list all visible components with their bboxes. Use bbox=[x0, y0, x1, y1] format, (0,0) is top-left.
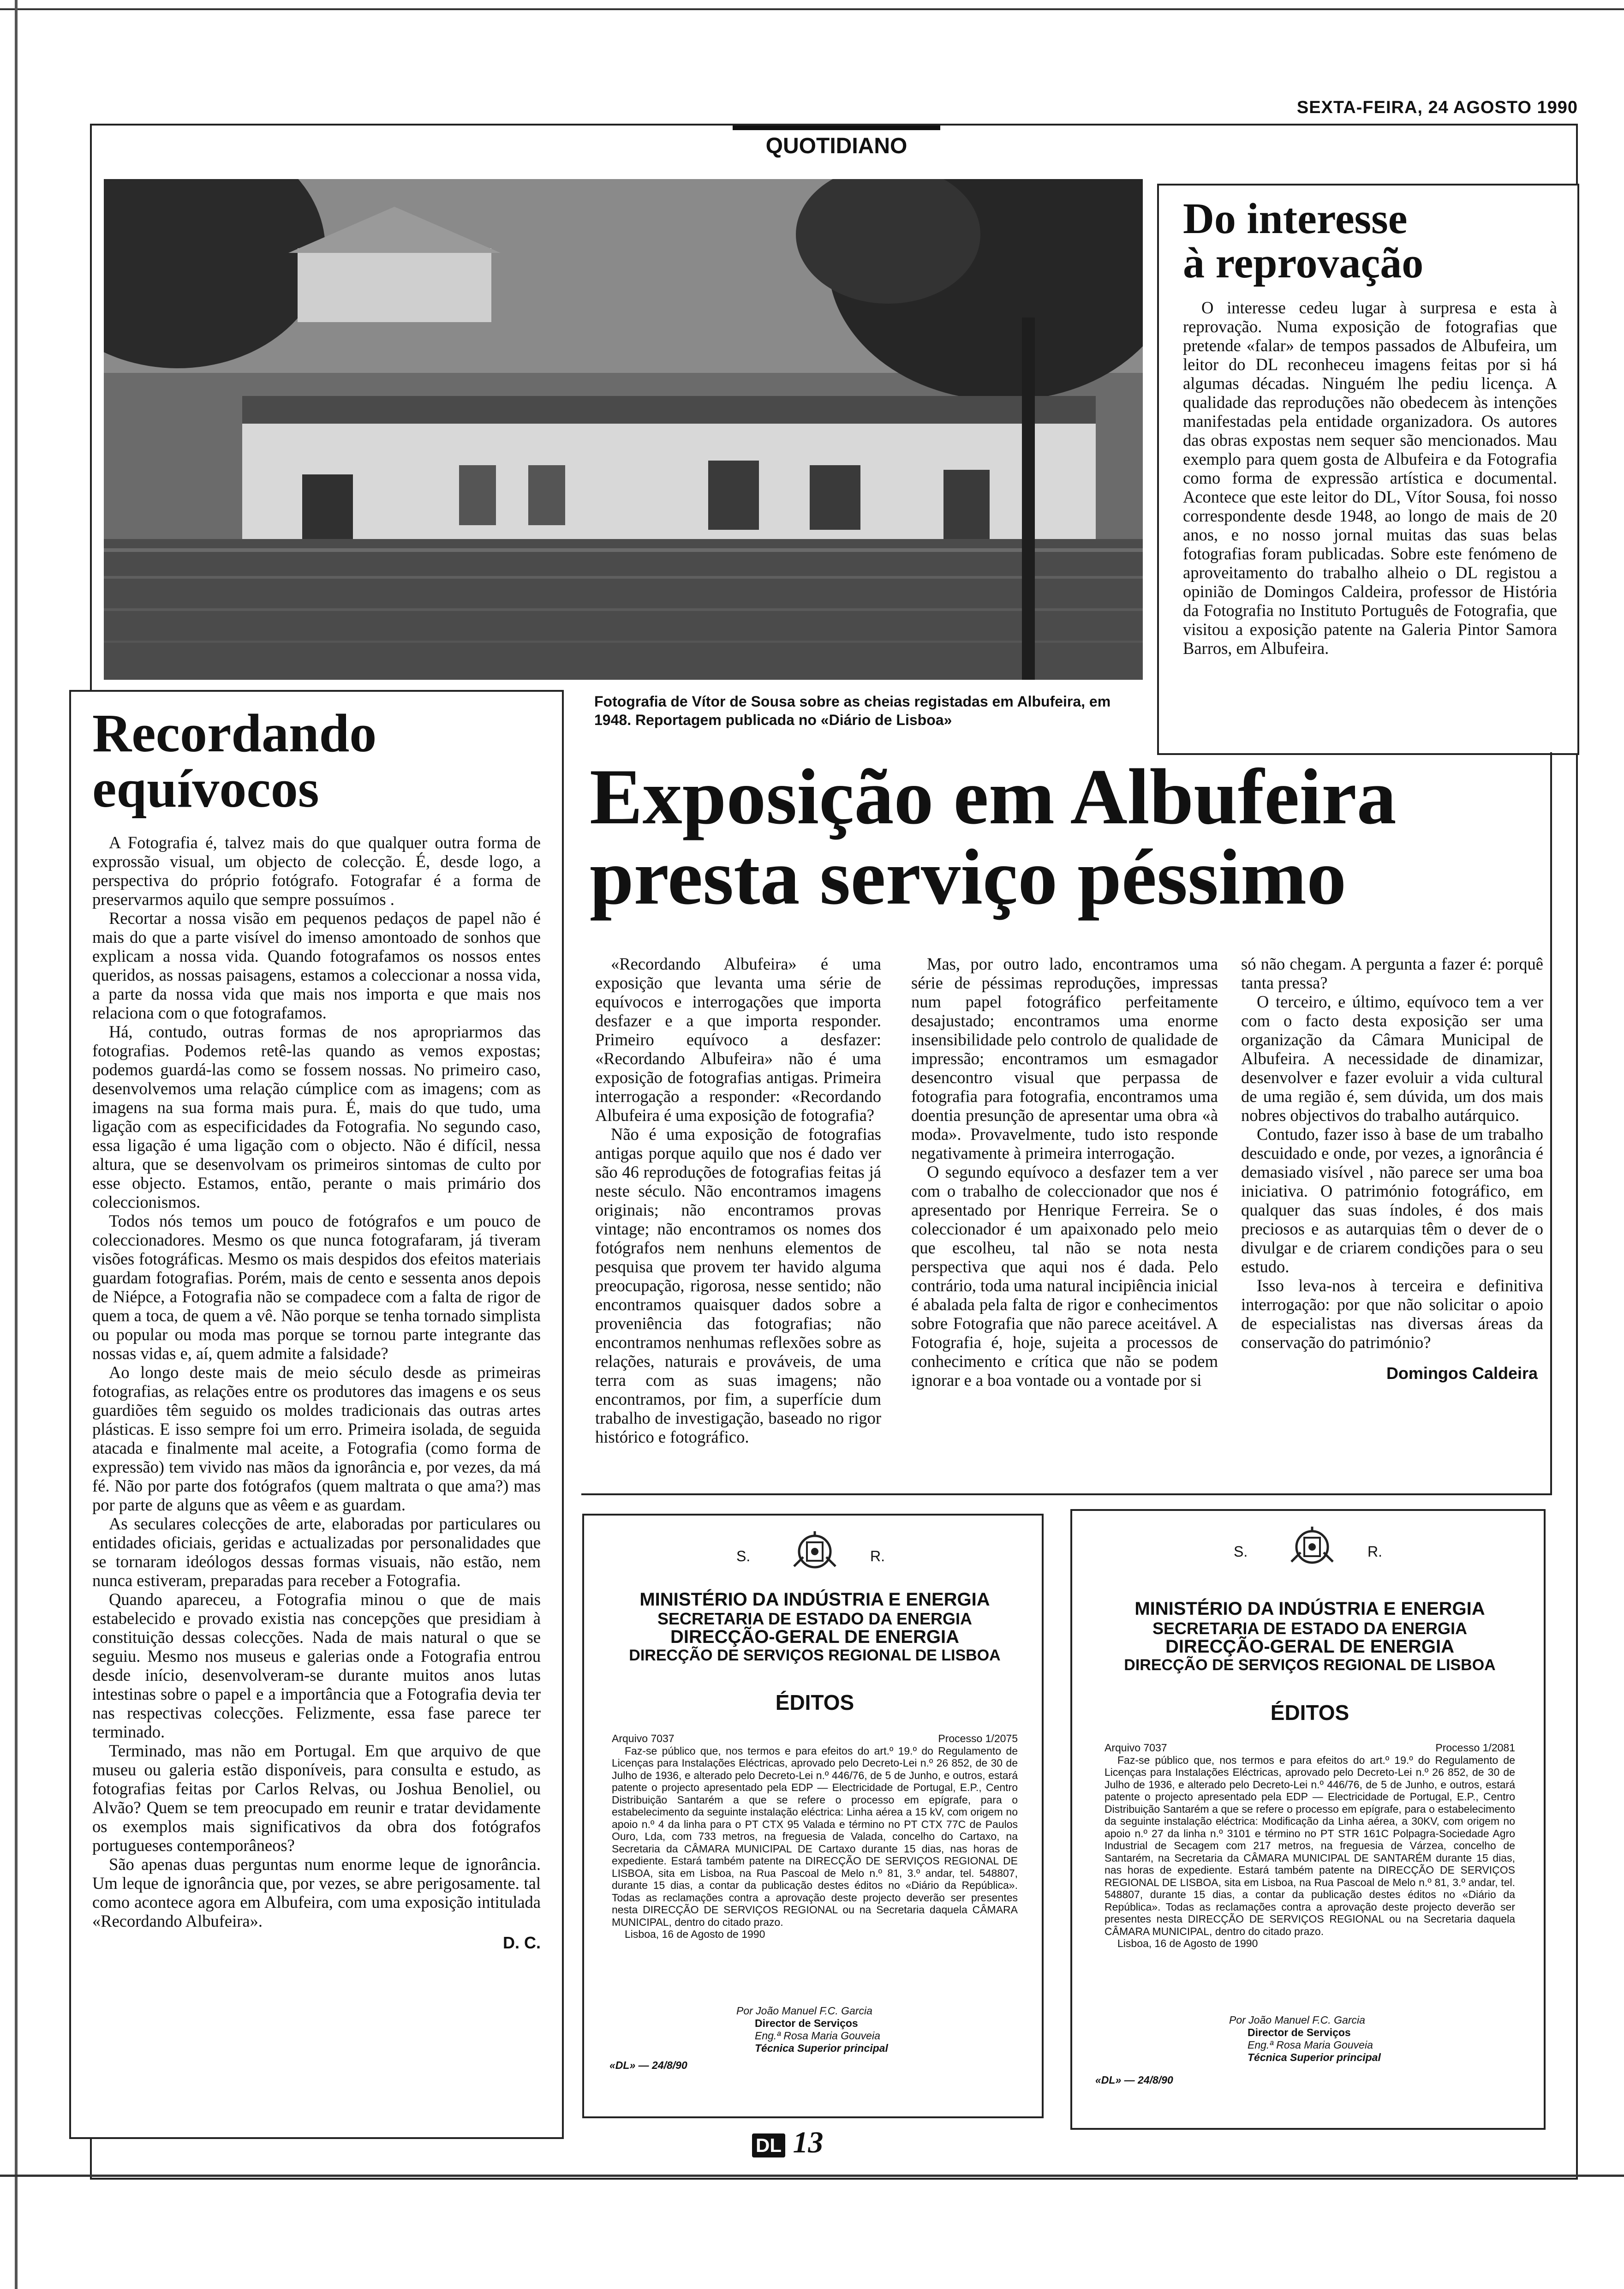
flood-photo bbox=[104, 179, 1143, 680]
article-bottom-rule bbox=[581, 1493, 1552, 1495]
dateline: SEXTA-FEIRA, 24 AGOSTO 1990 bbox=[1296, 98, 1578, 117]
signer-role: Director de Serviços bbox=[1248, 2026, 1351, 2038]
page-number-block bbox=[752, 2125, 824, 2160]
paragraph: Recortar a nossa visão em pequenos pedaços de papel não é mais do que a parte visível do imenso amontoado de sonhos que explicam a nossa vida. Quando fotografamos os nossos entes queridos, as nossas paisagens, estamos a coleccionar a nossa vida, a parte da nossa vida que mais nos importa e que mais nos relaciona com o que fotografamos. bbox=[92, 909, 541, 1022]
paragraph: Isso leva-nos à terceira e definitiva interrogação: por que não solicitar o apoio de especialistas nas diversas áreas da conservação do património? bbox=[1241, 1276, 1543, 1352]
directorate: DIRECÇÃO-GERAL DE ENERGIA bbox=[670, 1627, 959, 1647]
headline-line2: presta serviço péssimo bbox=[590, 833, 1347, 921]
paragraph: Quando apareceu, a Fotografia minou o que de mais estabelecido e provado existia nas concepções que presidiam à constituição dessas colecções. Nada de mais natural o que se seguiu. Mesmo nos museus e galerias onde a Fotografia entrou desde início, desenvolveram-se durante muitos anos lutas intestinas sobre o papel e a importância que a Fotografia devia ter nas respectivas colecções. Felizmente, essa fase parece ter terminado. bbox=[92, 1590, 541, 1741]
ministry: MINISTÉRIO DA INDÚSTRIA E ENERGIA bbox=[639, 1589, 990, 1610]
directorate: DIRECÇÃO-GERAL DE ENERGIA bbox=[1165, 1636, 1454, 1657]
signer-2-role: Técnica Superior principal bbox=[755, 2042, 888, 2054]
paragraph: A Fotografia é, talvez mais do que qualquer outra forma de exprossão visual, um objecto de colecção. É, desde logo, a perspectiva do próprio fotógrafo. Fotografar é a forma de preservarmos aquilo que sempre possuímos . bbox=[92, 833, 541, 909]
ad-ref-row bbox=[612, 1732, 1018, 1745]
signer: Por João Manuel F.C. Garcia bbox=[1229, 2014, 1365, 2026]
coat-of-arms-row bbox=[1234, 1525, 1391, 1569]
left-article-box bbox=[69, 690, 564, 2139]
top-rule bbox=[0, 8, 1624, 10]
paragraph: Mas, por outro lado, encontramos uma série de péssimas reproduções, impressas num papel fotográfico perfeitamente desajustado; encontramos uma enorme insensibilidade pelo controlo de qualidade de impressão; encontramos um esmagador desencontro visual que perpassa de fotografia para fotografia, encontramos uma doentia presunção de apresentar uma obra «à moda». Provavelmente, tudo isto responde negativamente à primeira interrogação. bbox=[911, 954, 1218, 1162]
left-article-title bbox=[92, 703, 541, 819]
ad-text bbox=[612, 1732, 1018, 1941]
signer-2: Eng.ª Rosa Maria Gouveia bbox=[1248, 2039, 1373, 2051]
sidebar-title bbox=[1183, 197, 1557, 285]
s-mark: S. bbox=[736, 1548, 751, 1564]
coat-of-arms-icon bbox=[1287, 1525, 1337, 1569]
paragraph: Terminado, mas não em Portugal. Em que arquivo de que museu ou galeria estão disponíveis, para consulta e estudo, as fotografias feitas por Carlos Relvas, ou Joshua Benoliel, ou Alvão? Quem se tem preocupado em reunir e tratar devidamente os exemplos mais significativos da obra dos fotógrafos portugueses contemporâneos? bbox=[92, 1741, 541, 1855]
left-article-signature: D. C. bbox=[502, 1933, 541, 1952]
editos-title: ÉDITOS bbox=[775, 1690, 854, 1714]
ad-text bbox=[1105, 1742, 1515, 1950]
left-title-line1: Recordando bbox=[92, 703, 377, 763]
section-label: QUOTIDIANO bbox=[733, 126, 940, 162]
place-date: Lisboa, 16 de Agosto de 1990 bbox=[1117, 1937, 1258, 1949]
paragraph: Todos nós temos um pouco de fotógrafos e um pouco de coleccionadores. Mesmo os que nunca fotografaram, já tiveram visões fotográficas. Mesmo os mais despidos dos efeitos materiais guardam fotografias. Porém, mais de cento e sessenta anos depois de Niépce, a Fotografia não se compadece com a falta de rigor de quem a toca, de quem a vê. Não porque se tenha tornado simplista ou popular ou moda mas porque se tornou parte integrante das nossas vidas e, aí, quem admite a falsidade? bbox=[92, 1211, 541, 1363]
ad-signatures bbox=[1229, 2014, 1469, 2064]
ad-reference: «DL» — 24/8/90 bbox=[609, 2059, 687, 2071]
legal-notice-2 bbox=[1070, 1509, 1546, 2130]
paragraph: O terceiro, e último, equívoco tem a ver com o facto desta exposição ser uma organização da Câmara Municipal de Albufeira. A necessidade de dinamizar, desenvolver e fazer evoluir a vida cultural de uma região é, sem dúvida, um dos mais nobres objectivos do trabalho autárquico. bbox=[1241, 992, 1543, 1125]
paragraph: O segundo equívoco a desfazer tem a ver com o trabalho de coleccionador que nos é apresentado por Henrique Ferreira. Se o coleccionador é um apaixonado pelo meio que escolheu, tal não se nota nesta perspectiva que aqui nos é dada. Pelo contrário, toda uma natural incipiência inicial é abalada pela falta de rigor e conhecimentos sobre Fotografia que não parece aceitável. A Fotografia é, hoje, sujeita a processos de conhecimento e crítica que não se podem ignorar e a boa vontade ou a vontade por si bbox=[911, 1162, 1218, 1390]
left-title-line2: equívocos bbox=[92, 758, 319, 819]
s-mark: S. bbox=[1234, 1543, 1248, 1560]
service: DIRECÇÃO DE SERVIÇOS REGIONAL DE LISBOA bbox=[1124, 1656, 1496, 1674]
service: DIRECÇÃO DE SERVIÇOS REGIONAL DE LISBOA bbox=[629, 1647, 1001, 1664]
process: Processo 1/2075 bbox=[938, 1732, 1018, 1744]
secretariat: SECRETARIA DE ESTADO DA ENERGIA bbox=[1152, 1619, 1468, 1638]
archive: Arquivo 7037 bbox=[612, 1732, 675, 1744]
ad-reference: «DL» — 24/8/90 bbox=[1095, 2074, 1173, 2086]
ministry: MINISTÉRIO DA INDÚSTRIA E ENERGIA bbox=[1134, 1599, 1485, 1619]
editos-title: ÉDITOS bbox=[1270, 1701, 1349, 1725]
scan-edge bbox=[15, 0, 18, 2289]
bottom-rule bbox=[0, 2175, 1624, 2177]
signer-2-role: Técnica Superior principal bbox=[1248, 2051, 1381, 2063]
ad-ref-row bbox=[1105, 1742, 1515, 1754]
page-number: 13 bbox=[793, 2126, 824, 2159]
ad-body: Faz-se público que, nos termos e para efeitos do art.º 19.º do Regulamento de Licenças para Instalações Eléctricas, aprovado pelo Decreto-Lei n.º 26 852, de 30 de Julho de 1936, e alterado pelo Decreto-Lei n.º 446/76, de 5 de Junho, e outros, estará patente o projecto apresentado pela EDP — Electricidade de Portugal, E.P., Centro Distribuição Santarém a que se refere o processo em epígrafe, para o estabelecimento da seguinte instalação eléctrica: Modificação da Linha aérea, a 30KV, com origem no apoio n.º 27 da linha n.º 3101 e término no PT STR 161C Polpagra-Sociedade Agro Industrial de Secagem com 217 metros, na freguesia de Várzea, concelho de Santarém, na Secretaria da CÂMARA MUNICIPAL DE SANTARÉM durante 15 dias, nas horas de expediente. Estará também patente na DIRECÇÃO DE SERVIÇOS REGIONAL DE LISBOA, sita em Lisboa, na Rua Pascoal de Melo n.º 81, 3.º andar, tel. 548807, durante 15 dias, a contar da publicação destes éditos no «Diário da República». Todas as reclamações contra a aprovação deste projecto deverão ser presentes nesta DIRECÇÃO DE SERVIÇOS REGIONAL ou na Secretaria daquela CÂMARA MUNICIPAL, dentro do citado prazo. bbox=[1105, 1754, 1515, 1937]
paragraph: As seculares colecções de arte, elaboradas por particulares ou entidades oficiais, geridas e actualizadas por personalidades que se tornaram ideólogos dessas formas visuais, não estão, nem nunca estiveram, preparadas para receber a Fotografia. bbox=[92, 1514, 541, 1590]
photo-illustration bbox=[104, 179, 1143, 680]
signer-role: Director de Serviços bbox=[755, 2017, 858, 2029]
paragraph: Há, contudo, outras formas de nos apropriarmos das fotografias. Podemos retê-las quando as vemos expostas; podemos guardá-las como se fossem nossas. No primeiro caso, desenvolvemos uma relação cúmplice com as imagens; com as imagens na sua forma mais pura. É, mais do que tudo, uma ligação com as especificidades da Fotografia. No segundo caso, essa ligação é uma ligação com o objecto. Não é difícil, nessa altura, que se desenvolvam os primeiros sintomas de culto por esse objecto. Estamos, então, perante o mais primário dos coleccionismos. bbox=[92, 1022, 541, 1211]
article-column-1 bbox=[595, 954, 881, 1446]
signer-2: Eng.ª Rosa Maria Gouveia bbox=[755, 2030, 880, 2042]
paragraph: São apenas duas perguntas num enorme leque de ignorância. Um leque de ignorância que, por vezes, se abre perigosamente. tal como acontece agora em Albufeira, com uma exposição intitulada «Recordando Albufeira». bbox=[92, 1855, 541, 1930]
article-column-3 bbox=[1241, 954, 1543, 1383]
article-column-2 bbox=[911, 954, 1218, 1390]
sidebar-body: O interesse cedeu lugar à surpresa e esta à reprovação. Numa exposição de fotografias que pretende «falar» de tempos passados de Albufeira, um leitor do DL reconheceu imagens feitas por si há algumas décadas. Ninguém lhe pediu licença. A qualidade das reproduções não obedecem às intenções manifestadas pela entidade organizadora. Os autores das obras expostas nem sequer são mencionados. Mau exemplo para quem gosta de Albufeira e da Fotografia como forma de expressão artística e documental. Acontece que este leitor do DL, Vítor Sousa, foi nosso correspondente desde 1948, ao longo de mais de 20 anos, e no nosso jornal muitas das suas belas fotografias foram publicadas. Sobre este fenómeno de aproveitamento do trabalho alheio o DL registou a opinião de Domingos Caldeira, professor de História da Fotografia no Instituto Português de Fotografia, que visitou a exposição patente na Galeria Pintor Samora Barros, em Albufeira. bbox=[1183, 298, 1557, 658]
place-date: Lisboa, 16 de Agosto de 1990 bbox=[625, 1928, 765, 1940]
dl-logo: DL bbox=[752, 2133, 785, 2157]
main-article-signature: Domingos Caldeira bbox=[1386, 1364, 1538, 1383]
signer: Por João Manuel F.C. Garcia bbox=[736, 2005, 872, 2017]
paragraph: «Recordando Albufeira» é uma exposição que levanta uma série de equívocos e interrogações que importa desfazer e a que importa responder. Primeiro equívoco a desfazer: «Recordando Albufeira» não é uma exposição de fotografias antigas. Primeira interrogação a responder: «Recordando Albufeira é uma exposição de fotografia? bbox=[595, 954, 881, 1125]
paragraph: só não chegam. A pergunta a fazer é: porquê tanta pressa? bbox=[1241, 954, 1543, 992]
r-mark: R. bbox=[870, 1548, 885, 1564]
coat-of-arms-row bbox=[736, 1529, 893, 1573]
ad-body: Faz-se público que, nos termos e para efeitos do art.º 19.º do Regulamento de Licenças para Instalações Eléctricas, aprovado pelo Decreto-Lei n.º 26 852, de 30 de Julho de 1936, e alterado pelo Decreto-Lei n.º 446/76, de 5 de Junho, e outros, estará patente o projecto apresentado pela EDP — Electricidade de Portugal, E.P., Centro Distribuição Santarém a que se refere o processo em epígrafe, para o estabelecimento da seguinte instalação eléctrica: Linha aérea a 15 kV, com origem no apoio n.º 4 da linha para o PT CTX 95 Valada e término no PT CTX 77C de Paulos Ouro, Lda, com 733 metros, na freguesia de Valada, concelho do Cartaxo, na Secretaria da CÂMARA MUNICIPAL DE Cartaxo durante 15 dias, nas horas de expediente. Estará também patente na DIRECÇÃO DE SERVIÇOS REGIONAL DE LISBOA, sita em Lisboa, na Rua Pascoal de Melo n.º 81, 3.º andar, tel. 548807, durante 15 dias, a contar da publicação destes éditos no «Diário da República». Todas as reclamações contra a aprovação deste projecto deverão ser presentes nesta DIRECÇÃO DE SERVIÇOS REGIONAL ou na Secretaria daquela CÂMARA MUNICIPAL, dentro do citado prazo. bbox=[612, 1744, 1018, 1928]
secretariat: SECRETARIA DE ESTADO DA ENERGIA bbox=[657, 1609, 973, 1628]
archive: Arquivo 7037 bbox=[1105, 1742, 1167, 1754]
legal-notice-1 bbox=[582, 1514, 1044, 2118]
ad-signatures bbox=[736, 2005, 976, 2055]
sidebar-title-line2: à reprovação bbox=[1183, 239, 1424, 287]
r-mark: R. bbox=[1367, 1543, 1382, 1560]
photo-caption: Fotografia de Vítor de Sousa sobre as cheias registadas em Albufeira, em 1948. Reportagem publicada no «Diário de Lisboa» bbox=[594, 693, 1111, 728]
process: Processo 1/2081 bbox=[1435, 1742, 1515, 1754]
sidebar-title-line1: Do interesse bbox=[1183, 195, 1408, 243]
paragraph: Ao longo deste mais de meio século desde as primeiras fotografias, as relações entre os produtores das imagens e os seus guardiões têm seguido os moldes tradicionais das outras artes plásticas. E isso sempre foi um erro. Primeira isolada, de seguida atacada e finalmente mal aceite, a Fotografia (como forma de expressão) tem vivido nas mãos da ignorância e, por vezes, da má fé. Não por parte dos fotógrafos (quem maltrata o que ama?) mas por parte de alguns que as vêem e as guardam. bbox=[92, 1363, 541, 1514]
headline-line1: Exposição em Albufeira bbox=[590, 753, 1397, 841]
left-article-body bbox=[92, 833, 541, 1930]
coat-of-arms-icon bbox=[789, 1529, 840, 1573]
paragraph: Não é uma exposição de fotografias antigas porque aquilo que nos é dado ver são 46 reproduções de fotografias feitas já neste século. Não encontramos imagens originais; não encontramos provas vintage; não encontramos os nomes dos fotógrafos nem nenhuns elementos de pesquisa que provem ter havido alguma preocupação, rigorosa, nesse sentido; não encontramos quaisquer dados sobre a proveniência das fotografias; não encontramos nenhumas reflexões sobre as relações, naturais e prováveis, de uma terra com as suas imagens; não encontramos, por fim, a superfície dum trabalho de investigação, baseado no rigor histórico e fotográfico. bbox=[595, 1125, 881, 1446]
paragraph: Contudo, fazer isso à base de um trabalho descuidado e onde, por vezes, a ignorância é demasiado visível , não parece ser uma boa iniciativa. O património fotográfico, em qualquer das suas índoles, é dos mais preciosos e as autarquias têm o dever de o divulgar e de criarem condições para o seu estudo. bbox=[1241, 1125, 1543, 1276]
sidebar-box bbox=[1157, 184, 1579, 755]
main-headline bbox=[590, 753, 1568, 921]
